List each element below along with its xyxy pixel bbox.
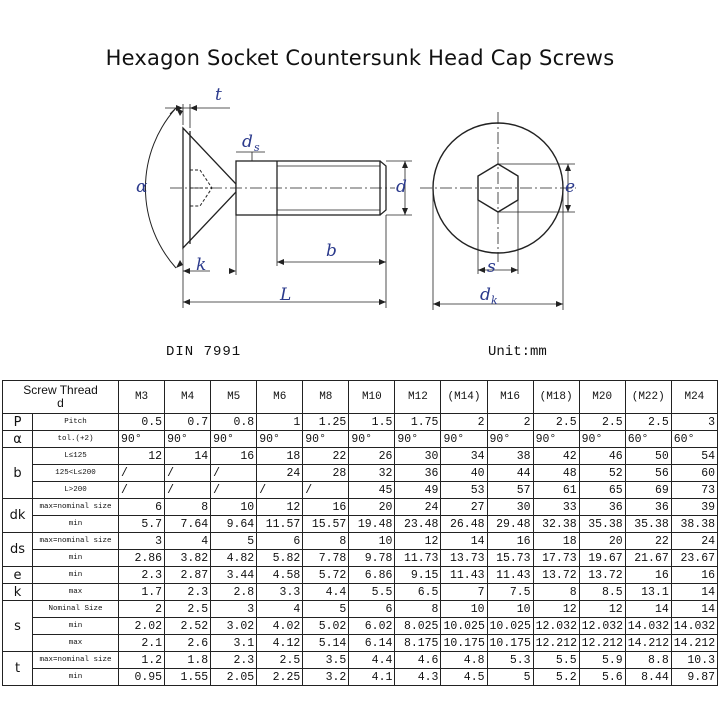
label-alpha: α: [136, 177, 148, 197]
table-cell: 90°: [303, 431, 349, 448]
table-cell: 4.3: [395, 669, 441, 686]
table-cell: 24: [395, 499, 441, 516]
table-cell: 11.73: [395, 550, 441, 567]
row-condition: L≤125: [33, 448, 119, 465]
header-sub: d: [57, 396, 64, 410]
header-size: M4: [165, 381, 211, 414]
table-cell: 2.5: [257, 652, 303, 669]
table-cell: 90°: [441, 431, 487, 448]
table-cell: 6: [257, 533, 303, 550]
label-dk: d: [480, 285, 491, 305]
table-cell: 5.6: [579, 669, 625, 686]
table-cell: 14: [625, 601, 671, 618]
header-size: M5: [211, 381, 257, 414]
table-cell: /: [211, 482, 257, 499]
table-cell: 10.025: [441, 618, 487, 635]
table-cell: 4.82: [211, 550, 257, 567]
table-cell: 12: [395, 533, 441, 550]
table-cell: 38.38: [671, 516, 717, 533]
table-cell: 15.57: [303, 516, 349, 533]
table-cell: 10.175: [487, 635, 533, 652]
table-cell: 12: [533, 601, 579, 618]
table-cell: 90°: [533, 431, 579, 448]
table-cell: 14: [441, 533, 487, 550]
table-row: [3, 652, 718, 669]
table-cell: 8: [165, 499, 211, 516]
table-cell: 2.3: [119, 567, 165, 584]
row-symbol: k: [3, 584, 33, 601]
table-cell: /: [257, 482, 303, 499]
table-cell: 0.5: [119, 414, 165, 431]
row-symbol: α: [3, 431, 33, 448]
table-cell: 3.44: [211, 567, 257, 584]
table-cell: 90°: [349, 431, 395, 448]
table-cell: 4: [257, 601, 303, 618]
table-cell: 33: [533, 499, 579, 516]
table-cell: 30: [487, 499, 533, 516]
row-condition: max=nominal size: [33, 499, 119, 516]
header-size: M10: [349, 381, 395, 414]
table-cell: 22: [625, 533, 671, 550]
table-cell: 5: [487, 669, 533, 686]
table-row: [3, 669, 718, 686]
table-cell: 2.02: [119, 618, 165, 635]
technical-drawing: [0, 0, 720, 340]
table-cell: 14: [165, 448, 211, 465]
row-condition: Nominal Size: [33, 601, 119, 618]
table-cell: 16: [211, 448, 257, 465]
label-t: t: [215, 85, 222, 105]
table-cell: 50: [625, 448, 671, 465]
table-cell: 45: [349, 482, 395, 499]
table-cell: 4.8: [441, 652, 487, 669]
table-row: [3, 448, 718, 465]
label-dk-sub: k: [491, 294, 498, 307]
table-cell: 1.8: [165, 652, 211, 669]
table-cell: 8.5: [579, 584, 625, 601]
table-cell: /: [165, 465, 211, 482]
table-cell: 49: [395, 482, 441, 499]
table-cell: 4.4: [303, 584, 349, 601]
table-row: [3, 482, 718, 499]
table-cell: 19.67: [579, 550, 625, 567]
side-view: [145, 104, 412, 308]
header-size: (M18): [533, 381, 579, 414]
table-cell: 7.78: [303, 550, 349, 567]
table-cell: 12.032: [533, 618, 579, 635]
table-cell: 2.3: [211, 652, 257, 669]
table-cell: 16: [625, 567, 671, 584]
table-cell: 8.175: [395, 635, 441, 652]
page-title: Hexagon Socket Countersunk Head Cap Screws: [105, 46, 615, 70]
table-cell: 10: [349, 533, 395, 550]
table-cell: 5.82: [257, 550, 303, 567]
table-cell: 12: [579, 601, 625, 618]
table-cell: 2: [441, 414, 487, 431]
table-cell: 20: [579, 533, 625, 550]
table-cell: 6.5: [395, 584, 441, 601]
table-cell: 2.6: [165, 635, 211, 652]
row-condition: min: [33, 516, 119, 533]
table-cell: 0.7: [165, 414, 211, 431]
label-L: L: [280, 285, 292, 305]
label-ds: d: [242, 132, 253, 152]
table-cell: 32: [349, 465, 395, 482]
table-cell: 9.64: [211, 516, 257, 533]
table-cell: 35.38: [625, 516, 671, 533]
table-cell: 6.14: [349, 635, 395, 652]
header-size: M12: [395, 381, 441, 414]
table-cell: 38: [487, 448, 533, 465]
table-cell: 14.032: [625, 618, 671, 635]
table-cell: 9.15: [395, 567, 441, 584]
standard-label: DIN 7991: [166, 344, 242, 360]
table-cell: 16: [303, 499, 349, 516]
table-cell: 4.6: [395, 652, 441, 669]
table-cell: 1.7: [119, 584, 165, 601]
table-cell: 2.5: [165, 601, 211, 618]
table-cell: 3.3: [257, 584, 303, 601]
row-symbol: P: [3, 414, 33, 431]
table-cell: 22: [303, 448, 349, 465]
table-cell: 13.1: [625, 584, 671, 601]
table-cell: 0.95: [119, 669, 165, 686]
table-cell: 11.57: [257, 516, 303, 533]
table-cell: 26.48: [441, 516, 487, 533]
table-cell: 11.43: [487, 567, 533, 584]
table-cell: 5.2: [533, 669, 579, 686]
row-condition: max: [33, 584, 119, 601]
table-cell: 8: [395, 601, 441, 618]
table-cell: 14.212: [671, 635, 717, 652]
table-cell: 90°: [487, 431, 533, 448]
table-cell: 10: [211, 499, 257, 516]
table-row: [3, 533, 718, 550]
table-cell: 24: [257, 465, 303, 482]
row-symbol: t: [3, 652, 33, 686]
table-cell: 15.73: [487, 550, 533, 567]
label-ds-sub: s: [254, 141, 260, 154]
table-cell: 27: [441, 499, 487, 516]
table-cell: 42: [533, 448, 579, 465]
row-symbol: b: [3, 448, 33, 499]
label-b: b: [326, 241, 337, 261]
table-cell: 24: [671, 533, 717, 550]
table-cell: 5.7: [119, 516, 165, 533]
table-cell: 5: [303, 601, 349, 618]
row-condition: min: [33, 669, 119, 686]
table-cell: 2: [119, 601, 165, 618]
label-d: d: [396, 177, 407, 197]
table-cell: 23.48: [395, 516, 441, 533]
table-cell: 61: [533, 482, 579, 499]
table-cell: /: [119, 482, 165, 499]
table-cell: 73: [671, 482, 717, 499]
table-cell: 1.75: [395, 414, 441, 431]
table-cell: 30: [395, 448, 441, 465]
table-cell: 60: [671, 465, 717, 482]
header-size: M6: [257, 381, 303, 414]
table-cell: 11.43: [441, 567, 487, 584]
table-cell: 26: [349, 448, 395, 465]
table-cell: 3.2: [303, 669, 349, 686]
table-cell: 8.44: [625, 669, 671, 686]
header-title: Screw Thread: [23, 383, 98, 397]
table-cell: 3: [211, 601, 257, 618]
label-e: e: [565, 177, 576, 197]
table-cell: 1: [257, 414, 303, 431]
table-cell: 19.48: [349, 516, 395, 533]
table-cell: 54: [671, 448, 717, 465]
table-cell: 48: [533, 465, 579, 482]
table-cell: 12: [257, 499, 303, 516]
table-cell: 5.02: [303, 618, 349, 635]
table-cell: 2.52: [165, 618, 211, 635]
table-cell: 8.025: [395, 618, 441, 635]
table-cell: 2.3: [165, 584, 211, 601]
table-cell: 3.1: [211, 635, 257, 652]
table-cell: 12.032: [579, 618, 625, 635]
table-cell: 90°: [395, 431, 441, 448]
table-cell: 14: [671, 601, 717, 618]
table-cell: 18: [533, 533, 579, 550]
table-cell: 36: [625, 499, 671, 516]
table-cell: 10: [487, 601, 533, 618]
row-condition: min: [33, 550, 119, 567]
header-size: M24: [671, 381, 717, 414]
table-cell: 3: [671, 414, 717, 431]
table-cell: 16: [671, 567, 717, 584]
table-cell: 1.2: [119, 652, 165, 669]
table-cell: 8.8: [625, 652, 671, 669]
row-condition: min: [33, 567, 119, 584]
table-cell: 1.5: [349, 414, 395, 431]
table-cell: 29.48: [487, 516, 533, 533]
table-cell: 2.5: [579, 414, 625, 431]
table-cell: 5: [211, 533, 257, 550]
table-cell: 5.14: [303, 635, 349, 652]
table-cell: 3.02: [211, 618, 257, 635]
header-screw-thread: [3, 381, 119, 414]
table-cell: 65: [579, 482, 625, 499]
row-condition: tol.(+2): [33, 431, 119, 448]
header-size: M8: [303, 381, 349, 414]
spec-table: [2, 380, 718, 686]
table-cell: 7.64: [165, 516, 211, 533]
row-symbol: ds: [3, 533, 33, 567]
table-cell: 4.4: [349, 652, 395, 669]
table-row: [3, 584, 718, 601]
table-cell: 46: [579, 448, 625, 465]
table-cell: 2: [487, 414, 533, 431]
table-row: [3, 618, 718, 635]
top-view: [420, 112, 576, 310]
table-row: [3, 499, 718, 516]
table-cell: 0.8: [211, 414, 257, 431]
table-cell: /: [303, 482, 349, 499]
row-condition: Pitch: [33, 414, 119, 431]
table-cell: 5.5: [533, 652, 579, 669]
table-cell: 5.5: [349, 584, 395, 601]
table-cell: 2.87: [165, 567, 211, 584]
table-cell: 4.1: [349, 669, 395, 686]
table-cell: 90°: [165, 431, 211, 448]
table-cell: 17.73: [533, 550, 579, 567]
table-cell: 32.38: [533, 516, 579, 533]
header-size: (M22): [625, 381, 671, 414]
table-row: [3, 431, 718, 448]
table-cell: 35.38: [579, 516, 625, 533]
table-cell: 90°: [257, 431, 303, 448]
table-cell: 6: [349, 601, 395, 618]
row-condition: max=nominal size: [33, 533, 119, 550]
table-cell: 12.212: [533, 635, 579, 652]
table-cell: 90°: [579, 431, 625, 448]
table-cell: 6.02: [349, 618, 395, 635]
table-cell: 4: [165, 533, 211, 550]
table-cell: 2.5: [533, 414, 579, 431]
table-cell: 10.025: [487, 618, 533, 635]
table-cell: 6.86: [349, 567, 395, 584]
table-cell: 14: [671, 584, 717, 601]
table-cell: 3: [119, 533, 165, 550]
table-cell: 8: [533, 584, 579, 601]
table-cell: 4.5: [441, 669, 487, 686]
table-cell: 39: [671, 499, 717, 516]
table-cell: 3.82: [165, 550, 211, 567]
table-cell: 36: [579, 499, 625, 516]
table-cell: 40: [441, 465, 487, 482]
table-cell: 14.032: [671, 618, 717, 635]
table-header-row: [3, 381, 718, 414]
table-cell: 4.02: [257, 618, 303, 635]
table-cell: /: [165, 482, 211, 499]
table-cell: 9.78: [349, 550, 395, 567]
table-cell: 13.72: [533, 567, 579, 584]
table-cell: 4.58: [257, 567, 303, 584]
header-size: M20: [579, 381, 625, 414]
table-cell: 13.73: [441, 550, 487, 567]
table-row: [3, 516, 718, 533]
table-cell: 36: [395, 465, 441, 482]
table-cell: 20: [349, 499, 395, 516]
header-size: M3: [119, 381, 165, 414]
table-cell: 10.175: [441, 635, 487, 652]
table-cell: /: [119, 465, 165, 482]
table-row: [3, 601, 718, 618]
table-cell: 90°: [211, 431, 257, 448]
table-cell: 44: [487, 465, 533, 482]
table-body: [3, 414, 718, 686]
table-cell: 6: [119, 499, 165, 516]
table-cell: 14.212: [625, 635, 671, 652]
row-condition: max: [33, 635, 119, 652]
table-cell: 1.25: [303, 414, 349, 431]
table-cell: 10.3: [671, 652, 717, 669]
table-cell: 12.212: [579, 635, 625, 652]
table-cell: 16: [487, 533, 533, 550]
table-cell: 8: [303, 533, 349, 550]
table-cell: 5.72: [303, 567, 349, 584]
table-cell: 2.25: [257, 669, 303, 686]
table-cell: 21.67: [625, 550, 671, 567]
table-row: [3, 635, 718, 652]
table-cell: 57: [487, 482, 533, 499]
table-row: [3, 414, 718, 431]
row-condition: min: [33, 618, 119, 635]
table-cell: 60°: [671, 431, 717, 448]
label-s: s: [487, 257, 496, 277]
table-cell: 34: [441, 448, 487, 465]
row-condition: 125<L≤200: [33, 465, 119, 482]
table-cell: 60°: [625, 431, 671, 448]
header-size: (M14): [441, 381, 487, 414]
table-row: [3, 465, 718, 482]
table-cell: 52: [579, 465, 625, 482]
table-cell: 5.9: [579, 652, 625, 669]
table-cell: 2.05: [211, 669, 257, 686]
row-symbol: e: [3, 567, 33, 584]
table-cell: 10: [441, 601, 487, 618]
table-cell: 69: [625, 482, 671, 499]
header-size: M16: [487, 381, 533, 414]
table-cell: 28: [303, 465, 349, 482]
table-cell: 13.72: [579, 567, 625, 584]
table-row: [3, 550, 718, 567]
label-k: k: [196, 255, 207, 275]
unit-label: Unit:mm: [488, 344, 547, 360]
row-condition: max=nominal size: [33, 652, 119, 669]
row-symbol: dk: [3, 499, 33, 533]
table-cell: 12: [119, 448, 165, 465]
table-cell: 90°: [119, 431, 165, 448]
table-cell: 2.86: [119, 550, 165, 567]
table-cell: 9.87: [671, 669, 717, 686]
table-cell: /: [211, 465, 257, 482]
table-cell: 56: [625, 465, 671, 482]
table-cell: 53: [441, 482, 487, 499]
table-cell: 18: [257, 448, 303, 465]
row-symbol: s: [3, 601, 33, 652]
table-cell: 4.12: [257, 635, 303, 652]
table-cell: 2.8: [211, 584, 257, 601]
table-cell: 7: [441, 584, 487, 601]
table-cell: 2.1: [119, 635, 165, 652]
table-cell: 5.3: [487, 652, 533, 669]
table-row: [3, 567, 718, 584]
table-cell: 2.5: [625, 414, 671, 431]
row-condition: L>200: [33, 482, 119, 499]
table-cell: 3.5: [303, 652, 349, 669]
table-cell: 7.5: [487, 584, 533, 601]
table-cell: 23.67: [671, 550, 717, 567]
table-cell: 1.55: [165, 669, 211, 686]
